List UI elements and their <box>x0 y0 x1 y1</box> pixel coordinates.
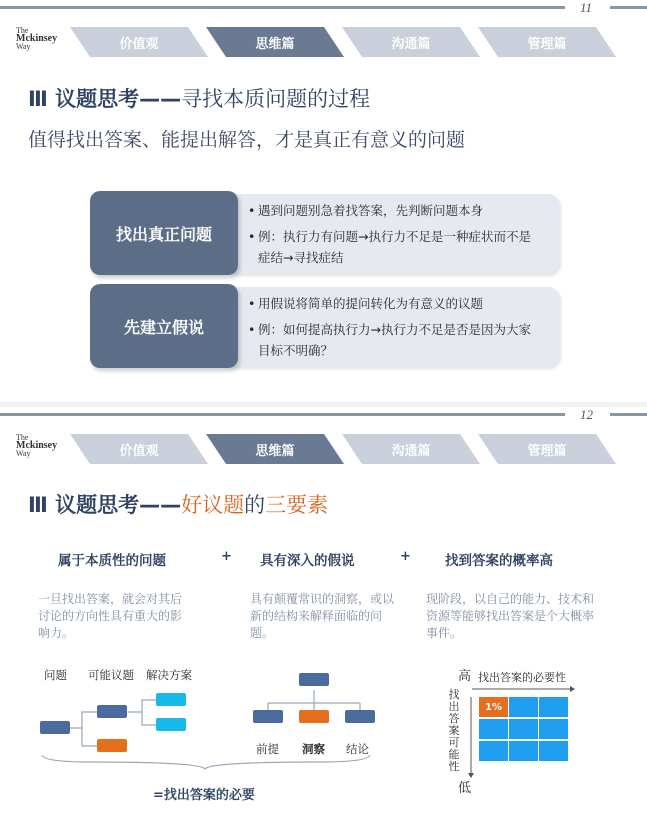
grid-cell <box>509 741 538 761</box>
tab-communication[interactable]: 沟通篇 <box>342 27 480 57</box>
row-1-bullet-2: • 例：执行力有问题→执行力不足是一种症状而不是症结→寻找症结 <box>248 229 531 265</box>
tab-thinking[interactable]: 思维篇 <box>206 27 344 57</box>
top-rule <box>0 6 565 9</box>
tab-values[interactable]: 价值观 <box>70 27 208 57</box>
element-3-desc: 现阶段，以自己的能力、技术和资源等能够找出答案是个大概率事件。 <box>426 592 595 640</box>
tree-label-candidate: 可能议题 <box>88 668 134 682</box>
grid-cell-highlight: 1% <box>479 697 508 717</box>
row-2-bullet-2: • 例：如何提高执行力→执行力不足是否是因为大家目标不明确？ <box>248 322 531 358</box>
grid-side-axis-label: 找出答案可能性 <box>448 688 460 773</box>
tree-node-solution <box>156 693 186 706</box>
plus-sign: + <box>221 549 232 564</box>
grid-cell <box>479 741 508 761</box>
tree-node-solution <box>156 718 186 731</box>
grid-cell <box>539 741 568 761</box>
tree-node-candidate <box>97 705 127 718</box>
chapter-tabs <box>70 27 640 57</box>
hypo-node-insight <box>299 710 329 723</box>
element-2-title: 具有深入的假说 <box>260 553 355 569</box>
grid-cell <box>509 697 538 717</box>
plus-sign: + <box>400 549 411 564</box>
mckinsey-logo: The Mckinsey Way <box>16 26 58 51</box>
footer-conclusion: =找出答案的必要 <box>153 788 255 803</box>
tab-thinking[interactable]: 思维篇 <box>206 434 344 464</box>
tab-management[interactable]: 管理篇 <box>478 434 616 464</box>
grid-top-axis-label: 找出答案的必要性 <box>478 671 566 684</box>
tab-management[interactable]: 管理篇 <box>478 27 616 57</box>
page-number: 11 <box>580 0 593 15</box>
tree-node-issue <box>40 721 70 734</box>
element-1-title: 属于本质性的问题 <box>58 553 166 569</box>
slide-11 <box>0 0 647 402</box>
tree-label-issue: 问题 <box>44 668 67 682</box>
row-1-label: 找出真正问题 <box>90 191 238 275</box>
tree-node-candidate-highlight <box>97 739 127 752</box>
slide-12 <box>0 407 647 809</box>
grid-top-axis-arrow <box>468 683 576 695</box>
grid-side-axis-arrow <box>465 695 477 779</box>
hypo-label-conclusion: 结论 <box>346 742 369 756</box>
row-1-bullet-1: • 遇到问题别急着找答案，先判断问题本身 <box>248 203 484 218</box>
grid-cell <box>539 697 568 717</box>
tree-label-solution: 解决方案 <box>146 668 192 682</box>
element-1-desc: 一旦找出答案，就会对其后讨论的方向性具有重大的影响力。 <box>38 592 183 640</box>
grid-high-label: 高 <box>458 669 472 684</box>
tab-values[interactable]: 价值观 <box>70 434 208 464</box>
grid-cell <box>509 719 538 739</box>
element-2-desc: 具有颠覆常识的洞察，或以新的结构来解释面临的问题。 <box>250 592 395 640</box>
slide-subtitle: 值得找出答案、能提出解答，才是真正有意义的问题 <box>28 129 466 151</box>
element-3-title: 找到答案的概率高 <box>445 553 553 569</box>
row-2-bullet-1: • 用假说将简单的提问转化为有意义的议题 <box>248 296 484 311</box>
page-number: 12 <box>580 407 593 422</box>
tab-communication[interactable]: 沟通篇 <box>342 434 480 464</box>
hypo-node-top <box>299 673 329 686</box>
grid-cell <box>539 719 568 739</box>
row-2-label: 先建立假说 <box>90 284 238 368</box>
slide-heading: Ⅲ 议题思考——好议题的三要素 <box>28 493 329 517</box>
slide-heading: Ⅲ 议题思考——寻找本质问题的过程 <box>28 87 371 111</box>
mckinsey-logo: The Mckinsey Way <box>16 433 58 458</box>
grid-low-label: 低 <box>458 781 472 796</box>
grid-cell <box>479 719 508 739</box>
hypo-label-insight: 洞察 <box>302 742 325 756</box>
hypo-label-premise: 前提 <box>256 742 279 756</box>
hypo-node-premise <box>253 710 283 723</box>
hypo-node-conclusion <box>345 710 375 723</box>
